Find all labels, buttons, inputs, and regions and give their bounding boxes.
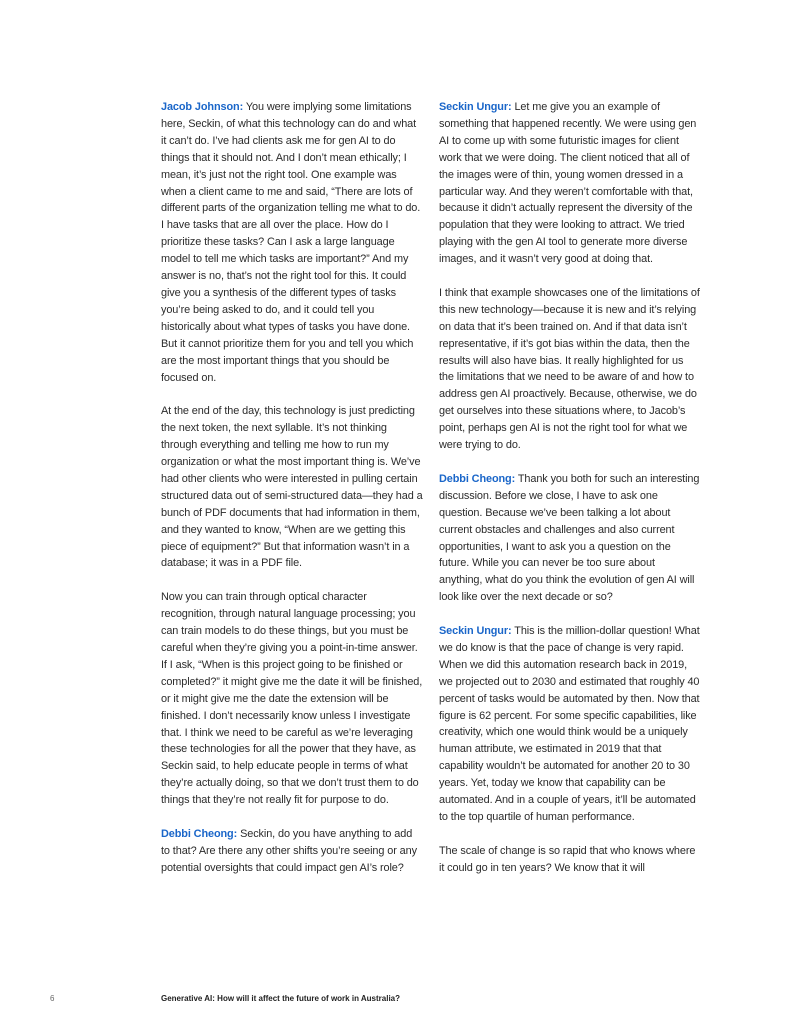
paragraph — [161, 99, 423, 386]
document-title: Generative AI: How will it affect the future of work in Australia? — [161, 994, 400, 1003]
paragraph-text: Seckin, do you have anything to add to that? Are there any other shifts you’re seeing or any potential oversights that could impact gen AI’s role? — [161, 827, 417, 874]
paragraph — [439, 99, 701, 268]
paragraph-text: At the end of the day, this technology is just predicting the next token, the next syllable. It’s not thinking through everything and telling me how to run my organization or what the most important thing is. We’ve had other clients who were interested in pulling certain structured data out of semi-structured data—they had a bunch of PDF documents that had information in them, and they wanted to know, “When are we getting this piece of equipment?” But that information wasn’t in a database; it was in a PDF file. — [161, 405, 423, 570]
page-number: 6 — [50, 994, 55, 1003]
paragraph — [439, 843, 701, 877]
speaker-name: Jacob Johnson: — [161, 101, 244, 113]
speaker-name: Seckin Ungur: — [439, 101, 512, 113]
speaker-name: Debbi Cheong: — [439, 472, 516, 485]
left-column — [161, 99, 423, 894]
paragraph — [439, 623, 701, 826]
paragraph — [439, 285, 701, 454]
paragraph-text: This is the million-dollar question! What we do know is that the pace of change is very rapid. When we did this automation research back in 2019, we projected out to 2030 and estimated that roughly 40 percent of tasks would be automated by then. Now that figure is 62 percent. For some specific capabilities, like creativity, which one would think would be a uniquely human attribute, we estimated in 2019 that that capability wouldn’t be automated for another 20 to 30 years. Yet, today we know that capability can be automated. And in a couple of years, it’ll be automated to the top quartile of human performance. — [439, 625, 700, 824]
paragraph — [161, 826, 423, 877]
paragraph — [161, 403, 423, 572]
paragraph — [439, 471, 701, 606]
page-footer — [0, 994, 791, 1008]
paragraph-text: The scale of change is so rapid that who knows where it could go in ten years? We know that it will — [439, 844, 696, 874]
paragraph-text: Thank you both for such an interesting discussion. Before we close, I have to ask one question. Because we’ve been talking a lot about current obstacles and challenges and also current opportunities, I want to ask you a question on the future. While you can never be too sure about anything, what do you think the evolution of gen AI will look like over the next decade or so? — [439, 472, 700, 604]
paragraph-text: Let me give you an example of something that happened recently. We were using gen AI to come up with some futuristic images for client work that we were doing. The client noticed that all of the images were of thin, young women dressed in a particular way. And they weren’t comfortable with that, because it didn’t actually represent the diversity of the population that they were looking to attract. We tried playing with the gen AI tool to generate more diverse images, and it wasn’t very good at doing that. — [439, 101, 697, 266]
paragraph-text: I think that example showcases one of the limitations of this new technology—because it is new and it’s relying on data that it’s been trained on. And if that data isn’t representative, if it’s got bias within the data, then the results will also have bias. It really highlighted for us the limitations that we need to be aware of and how to address gen AI proactively. Because, otherwise, we do get ourselves into these situations where, to Jacob’s point, perhaps gen AI is not the right tool for what we were trying to do. — [439, 286, 700, 452]
paragraph-text: Now you can train through optical character recognition, through natural language processing; you can train models to do these things, but you must be careful when they’re giving you a point-in-time answer. If I ask, “When is this project going to be finished or completed?” it might give me the date it will be finished, or it might give me the date the extension will be finished. I don’t necessarily know unless I investigate that. I think we need to be careful as we’re leveraging these technologies for all the power that they have, as Seckin said, to help educate people in terms of what they’re actually doing, so that we don’t trust them to do things that they’re not really fit for purpose to do. — [161, 591, 423, 807]
right-column — [439, 99, 701, 894]
paragraph — [161, 589, 423, 809]
speaker-name: Debbi Cheong: — [161, 827, 238, 840]
speaker-name: Seckin Ungur: — [439, 625, 512, 638]
paragraph-text: You were implying some limitations here, Seckin, of what this technology can do and what it can’t do. I’ve had clients ask me for gen AI to do things that it should not. And I don’t mean ethically; I mean, it’s just not the right tool. One example was when a client came to me and said, “There are lots of different parts of the organization telling me what to do. I have tasks that are all over the place. How do I prioritize these tasks? Can I ask a large language model to tell me which tasks are important?” And my answer is no, that’s not the right tool for this. It could give you a synthesis of the different types of tasks you’re being asked to do, and it could tell you historically about what types of tasks you have done. But it cannot prioritize them for you and tell you which are the most important things that you should be focused on. — [161, 101, 421, 384]
